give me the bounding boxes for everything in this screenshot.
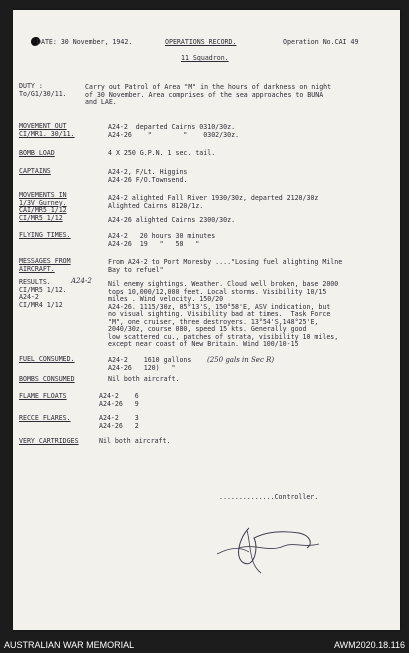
movements-in-text-2: A24-26 alighted Cairns 2300/30z. (108, 216, 236, 224)
recce-flares-text: A24-2 3 A24-26 2 (99, 414, 139, 430)
movement-out-label: MOVEMENT OUT CI/MR1. 30/11. (19, 122, 75, 138)
record-date: DATE: 30 November, 1942. (37, 38, 133, 46)
flame-floats-label: FLAME FLOATS (19, 392, 67, 400)
captains-label: CAPTAINS (19, 167, 51, 175)
very-cartridges-text: Nil both aircraft. (99, 437, 171, 445)
duty-text: Carry out Patrol of Area "M" in the hours of darkness on night of 30 November. Area comprises of the sea approaches to BUNA and LAE. (85, 83, 332, 106)
bombs-consumed-text: Nil both aircraft. (108, 375, 180, 383)
bombs-consumed-label: BOMBS CONSUMED (19, 375, 75, 383)
operation-number: Operation No.CAI 49 (283, 38, 359, 46)
results-handwritten-note: A24-2 (71, 277, 92, 285)
flame-floats-text: A24-2 6 A24-26 9 (99, 392, 139, 408)
very-cartridges-label: VERY CARTRIDGES (19, 437, 79, 445)
document-page (13, 10, 400, 630)
recce-flares-label: RECCE FLARES. (19, 414, 71, 422)
footer-accession-number: AWM2020.18.116 (333, 640, 405, 650)
results-text: Nil enemy sightings. Weather. Cloud well broken, base 2000 tops 10,000/12,000 feet. Local storms. Visibility 10/15 miles . Wind velocity. 150/20 A24-26. 1115/30z, 05°13'S, 150°58'E, ASV indication, but no visual sighting. Visibility bad at times. Task Force "M", one cruiser, three destroyers. 13°54'S,148°25'E, 2040/30z, course 080, speed 15 kts. Generally good low scattered cu., patches of strata, visibility 10 miles, except near coast of New Britain. Wind 100/10-15 (108, 280, 339, 348)
movement-out-text: A24-2 departed Cairns 0310/30z. A24-26 " " 0302/30z. (108, 123, 240, 139)
fuel-handwritten-note: (250 gals in Sec R) (207, 356, 275, 364)
messages-label: MESSAGES FROM AIRCRAFT. (19, 257, 71, 273)
squadron: 11 Squadron. (181, 54, 229, 62)
bomb-load-text: 4 X 250 G.P.N. 1 sec. tail. (108, 149, 216, 157)
flying-times-text: A24-2 20 hours 30 minutes A24-26 19 " 58 " (108, 232, 216, 248)
fuel-label: FUEL CONSUMED. (19, 355, 75, 363)
bomb-load-label: BOMB LOAD (19, 149, 55, 157)
movements-in-label: MOVEMENTS IN 1/3V Gurney. CAI/MR5 1/12 CI/MR5 1/12 (19, 191, 67, 222)
record-title: OPERATIONS RECORD. (165, 38, 237, 46)
duty-label: DUTY : To/G1/30/11. (19, 82, 67, 98)
fuel-text: A24-2 1610 gallons A24-26 120) " (108, 356, 192, 372)
movements-in-text: A24-2 alighted Fall River 1930/30z, departed 2120/30z Alighted Cairns 0120/1z. (108, 194, 319, 210)
captains-text: A24-2, F/Lt. Higgins A24-26 F/O.Townsend. (108, 168, 188, 184)
flying-times-label: FLYING TIMES. (19, 231, 71, 239)
controller-line: ..............Controller. (219, 493, 319, 501)
controller-signature (209, 518, 329, 578)
messages-text: From A24-2 to Port Moresby ...."Losing fuel alighting Milne Bay to refuel" (108, 258, 343, 274)
results-label: RESULTS. CI/MR5 1/12. A24-2 CI/MR4 1/12 (19, 278, 67, 309)
footer-institution: AUSTRALIAN WAR MEMORIAL (4, 640, 135, 650)
footer (0, 638, 409, 653)
